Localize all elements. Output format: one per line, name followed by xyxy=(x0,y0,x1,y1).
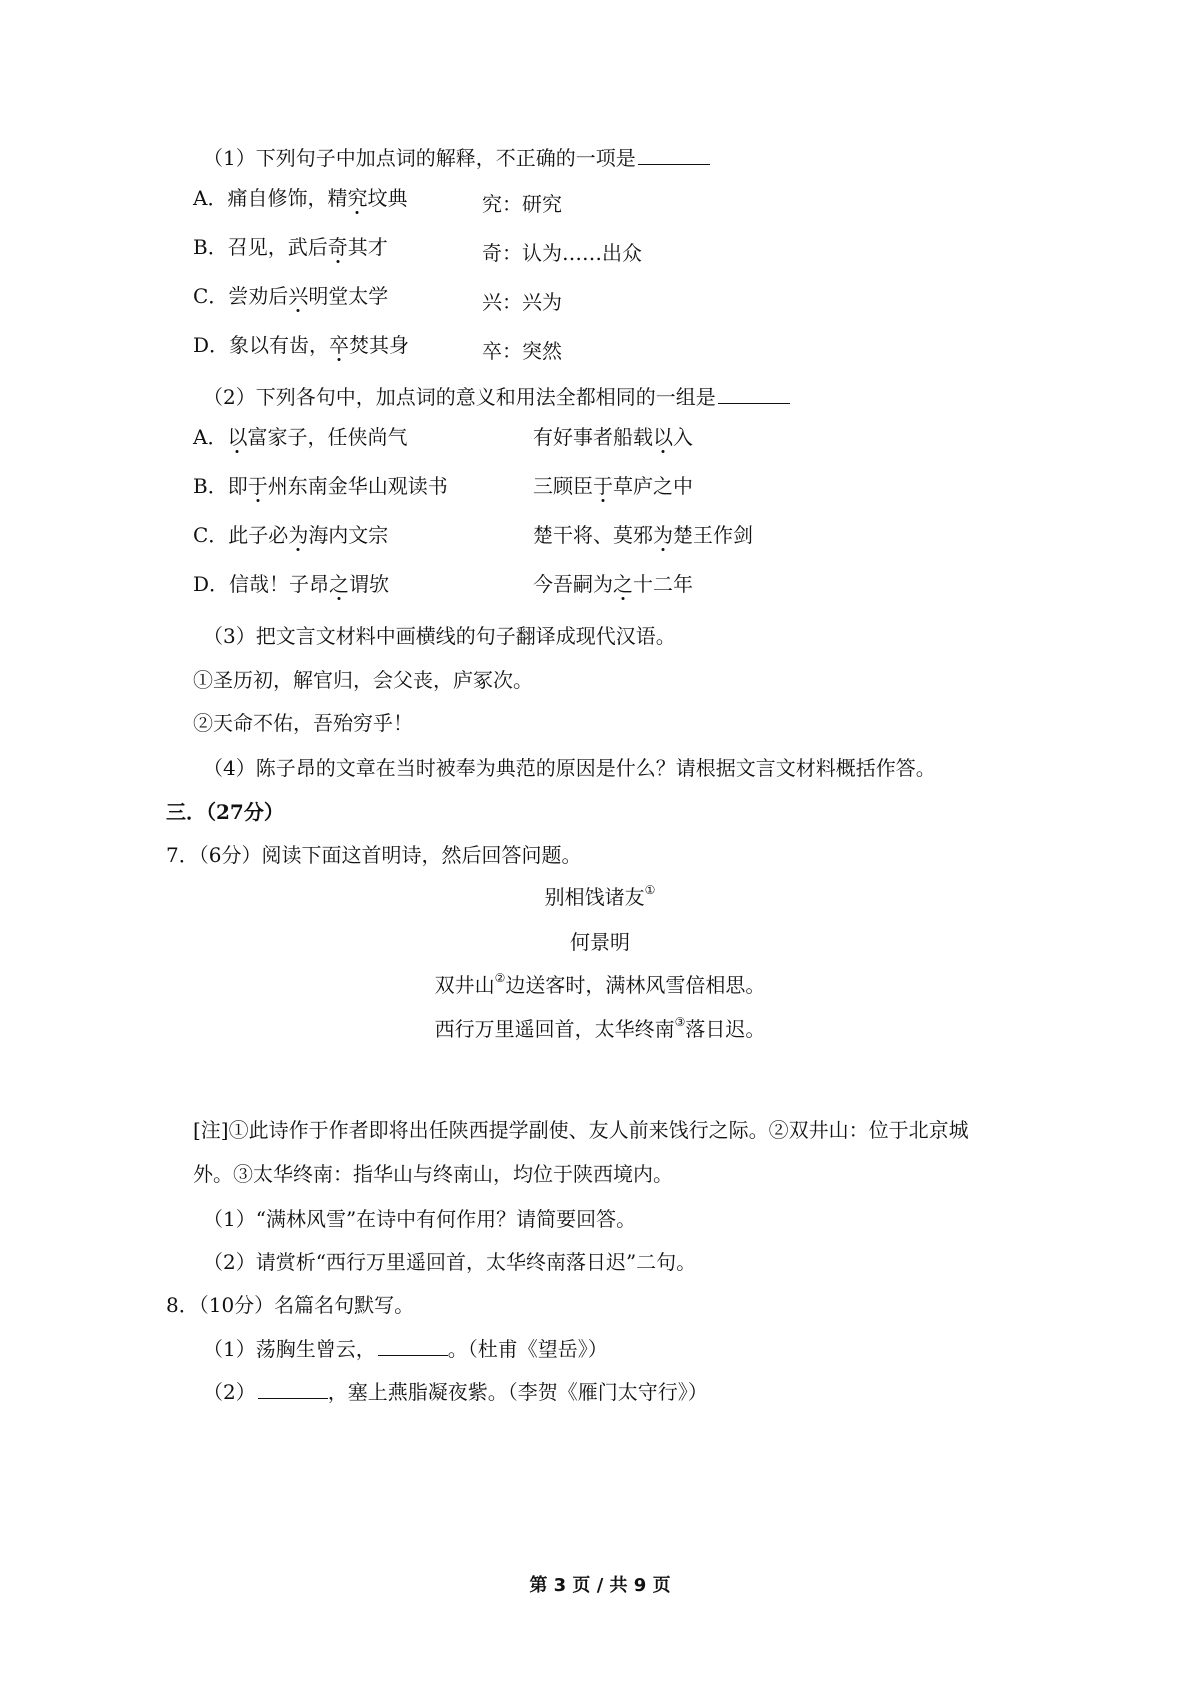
poem-title: 别相饯诸友① xyxy=(544,883,656,909)
q8-header: 8．（10分）名篇名句默写。 xyxy=(166,1293,415,1317)
q2-option-a-right: 有好事者船载以入 xyxy=(533,425,693,449)
q2-option-d-left: D．信哉！子昂之谓欤 xyxy=(193,572,390,596)
answer-blank[interactable] xyxy=(258,1378,328,1399)
q3-prompt: （3）把文言文材料中画横线的句子翻译成现代汉语。 xyxy=(203,624,676,648)
q2-option-c-right: 楚干将、莫邪为楚王作剑 xyxy=(533,523,753,547)
poem-note-line-2: 外。③太华终南：指华山与终南山，均位于陕西境内。 xyxy=(193,1162,673,1186)
q1-option-d: D．象以有齿，卒焚其身 xyxy=(193,333,410,357)
q1-option-b-gloss: 奇：认为……出众 xyxy=(482,241,642,265)
q3-sentence-1: ①圣历初，解官归，会父丧，庐冢次。 xyxy=(193,668,533,692)
answer-blank[interactable] xyxy=(718,383,790,404)
q2-option-c-left: C．此子必为海内文宗 xyxy=(193,523,389,547)
q2-prompt: （2）下列各句中，加点词的意义和用法全都相同的一组是 xyxy=(203,383,790,411)
q8-item-1: （1）荡胸生曾云， 。（杜甫《望岳》） xyxy=(203,1337,608,1361)
poem-line-2: 西行万里遥回首，太华终南③落日迟。 xyxy=(434,1015,766,1041)
q2-option-a-left: A．以富家子，任侠尚气 xyxy=(193,425,408,449)
poem-line-1: 双井山②边送客时，满林风雪倍相思。 xyxy=(434,971,766,997)
q2-option-b-right: 三顾臣于草庐之中 xyxy=(533,474,693,498)
section-heading: 三．（27分） xyxy=(166,800,284,824)
q8-item-2: （2） ，塞上燕脂凝夜紫。（李贺《雁门太守行》） xyxy=(203,1380,708,1404)
q3-sentence-2: ②天命不佑，吾殆穷乎！ xyxy=(193,711,413,735)
q1-option-a: A．痛自修饰，精究坟典 xyxy=(193,186,408,210)
q1-option-b: B．召见，武后奇其才 xyxy=(193,235,388,259)
q2-option-d-right: 今吾嗣为之十二年 xyxy=(533,572,693,596)
answer-blank[interactable] xyxy=(638,144,710,165)
answer-blank[interactable] xyxy=(378,1335,448,1356)
q1-option-c-gloss: 兴：兴为 xyxy=(482,290,562,314)
q1-option-d-gloss: 卒：突然 xyxy=(482,339,562,363)
q7-subquestion-1: （1）“满林风雪”在诗中有何作用？请简要回答。 xyxy=(203,1207,637,1231)
q4-prompt: （4）陈子昂的文章在当时被奉为典范的原因是什么？请根据文言文材料概括作答。 xyxy=(203,756,936,780)
q7-header: 7．（6分）阅读下面这首明诗，然后回答问题。 xyxy=(166,843,582,867)
q1-option-a-gloss: 究：研究 xyxy=(482,192,562,216)
poem-author: 何景明 xyxy=(570,930,630,954)
q2-option-b-left: B．即于州东南金华山观读书 xyxy=(193,474,448,498)
page-number: 第 3 页 / 共 9 页 xyxy=(529,1575,671,1596)
q7-subquestion-2: （2）请赏析“西行万里遥回首，太华终南落日迟”二句。 xyxy=(203,1250,697,1274)
poem-note-line-1: [注]①此诗作于作者即将出任陕西提学副使、友人前来饯行之际。②双井山：位于北京城 xyxy=(193,1118,969,1142)
q1-option-c: C．尝劝后兴明堂太学 xyxy=(193,284,389,308)
q1-prompt: （1）下列句子中加点词的解释，不正确的一项是 xyxy=(203,144,710,172)
